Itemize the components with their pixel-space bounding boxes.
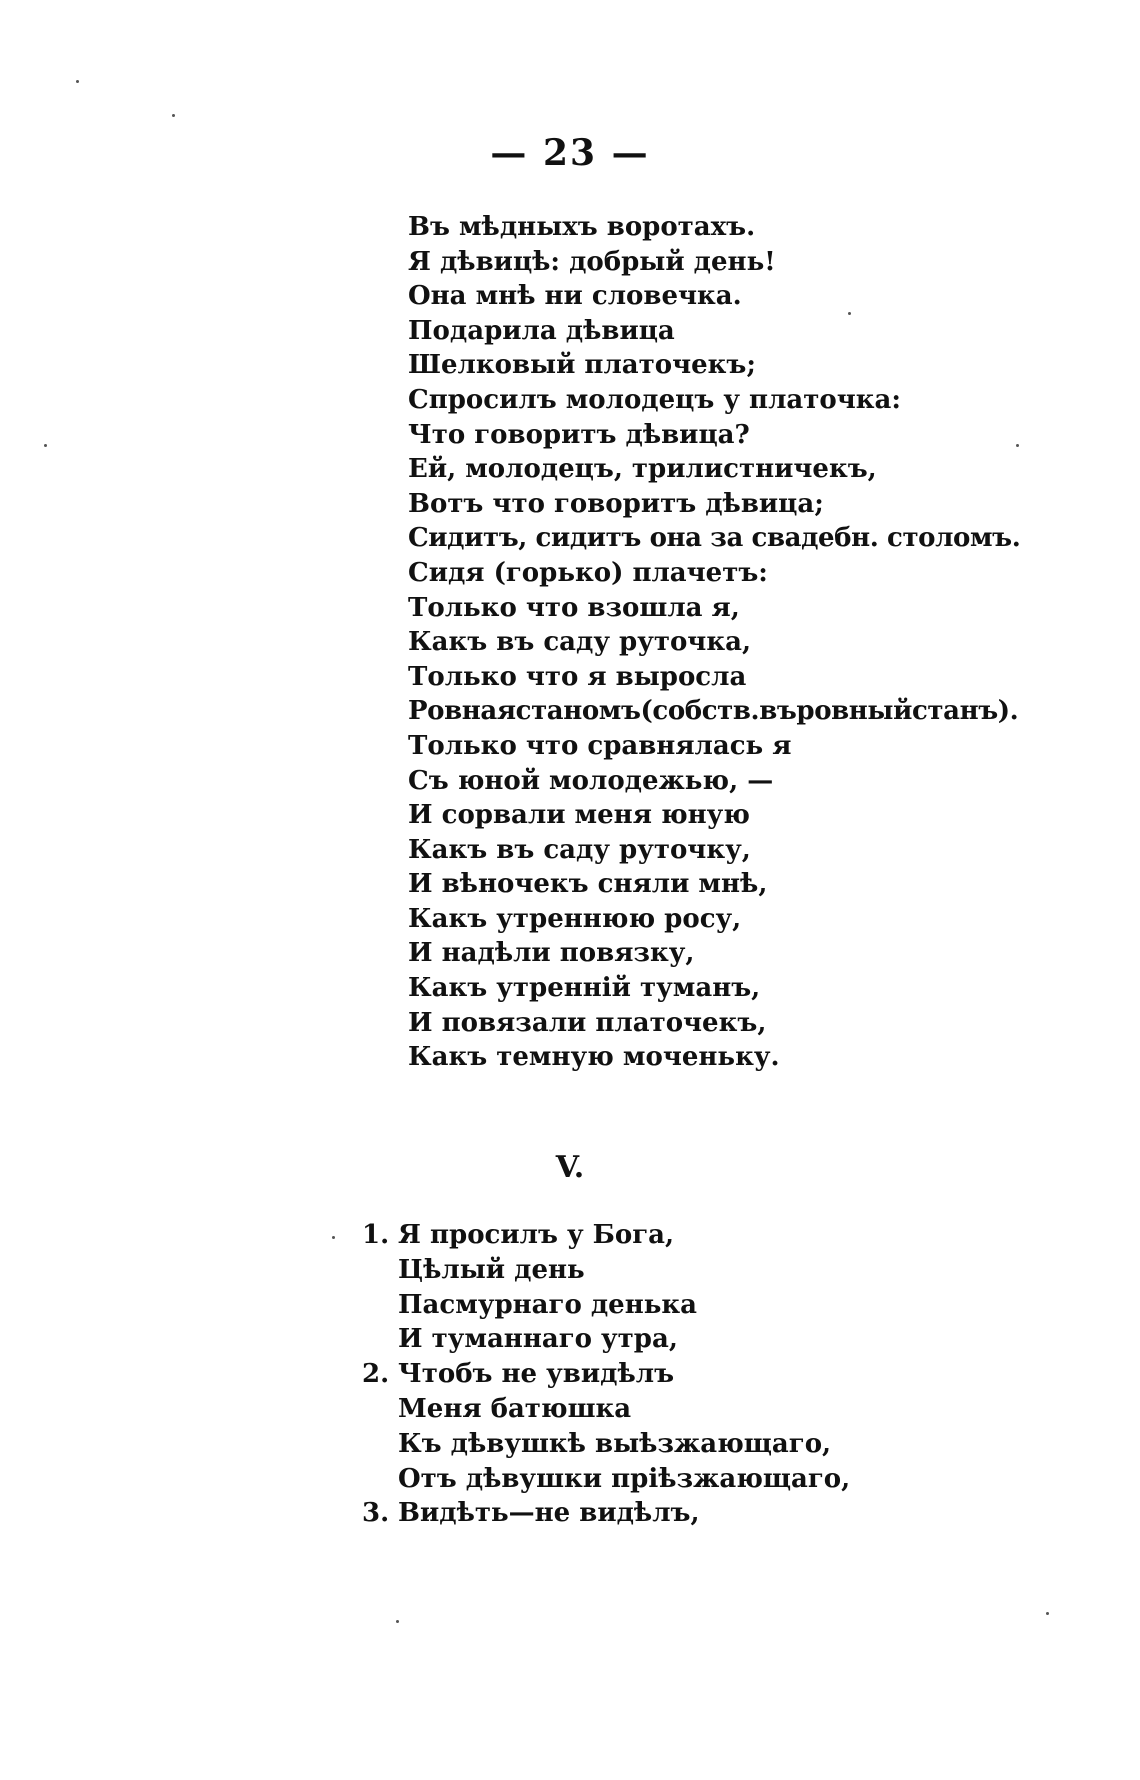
scan-speck [1016, 444, 1019, 447]
list-line [362, 1218, 850, 1253]
list-text: Чтобъ не увидѣлъ [398, 1359, 675, 1390]
list-line [362, 1427, 850, 1462]
verse-line: Какъ темную моченьку. [408, 1042, 780, 1073]
verse-block [408, 210, 1020, 1075]
list-number: 1. [362, 1220, 390, 1250]
verse-line: Какъ въ саду руточку, [408, 834, 751, 865]
verse-line: Она мнѣ ни словечка. [408, 281, 742, 312]
verse-line: Въ мѣдныхъ воротахъ. [408, 212, 756, 242]
list-text: Отъ дѣвушки пріѣзжающаго, [398, 1463, 851, 1494]
list-line [362, 1462, 850, 1497]
verse-line: Что говоритъ дѣвица? [408, 419, 750, 450]
verse-line: И вѣночекъ сняли мнѣ, [408, 869, 768, 900]
list-line [362, 1288, 850, 1323]
list-line [362, 1357, 850, 1392]
verse-line: Я дѣвицѣ: добрый день! [408, 246, 776, 277]
verse-line: Спросилъ молодецъ у платочка: [408, 384, 901, 415]
numbered-verse-block [362, 1218, 850, 1531]
scan-speck [172, 114, 175, 117]
verse-line: Подарила дѣвица [408, 315, 675, 346]
verse-line: Какъ въ саду руточка, [408, 627, 752, 658]
scan-speck [76, 80, 79, 83]
verse-line: И надѣли повязку, [408, 938, 695, 969]
verse-line: Сидя (горько) плачетъ: [408, 557, 768, 588]
verse-line: Ровнаястаномъ(собств.въровныйстанъ). [408, 696, 1019, 727]
section-heading: V. [555, 1150, 585, 1185]
list-line [362, 1392, 850, 1427]
list-text: И туманнаго утра, [398, 1324, 678, 1355]
verse-line: И повязали платочекъ, [408, 1007, 767, 1038]
scan-speck [44, 444, 47, 447]
list-text: Къ дѣвушкѣ выѣзжающаго, [398, 1428, 832, 1459]
verse-line: Сидитъ, сидитъ она за свадебн. столомъ. [408, 523, 1021, 554]
list-text: Меня батюшка [398, 1393, 632, 1424]
list-text: Я просилъ у Бога, [398, 1220, 675, 1250]
scan-speck [1046, 1612, 1049, 1615]
verse-line: Какъ утреннюю росу, [408, 903, 742, 934]
list-text: Пасмурнаго денька [398, 1289, 698, 1320]
verse-line: Шелковый платочекъ; [408, 350, 756, 381]
scan-speck [396, 1620, 399, 1623]
page-number: — 23 — [490, 132, 650, 174]
verse-line: Вотъ что говоритъ дѣвица; [408, 488, 824, 519]
verse-line: Ей, молодецъ, трилистничекъ, [408, 454, 877, 485]
scan-speck [332, 1236, 335, 1239]
verse-line: Только что сравнялась я [408, 730, 792, 761]
verse-line: И сорвали меня юную [408, 800, 750, 831]
list-number: 3. [362, 1498, 390, 1529]
list-text: Видѣть—не видѣлъ, [398, 1498, 700, 1529]
list-line [362, 1322, 850, 1357]
list-text: Цѣлый день [398, 1254, 585, 1285]
list-line [362, 1253, 850, 1288]
verse-line: Только что взошла я, [408, 592, 740, 623]
list-number: 2. [362, 1359, 390, 1390]
verse-line: Только что я выросла [408, 661, 747, 692]
verse-line: Какъ утренній туманъ, [408, 973, 761, 1004]
scan-speck [848, 312, 851, 315]
list-line [362, 1496, 850, 1531]
verse-line: Съ юной молодежью, — [408, 765, 774, 796]
